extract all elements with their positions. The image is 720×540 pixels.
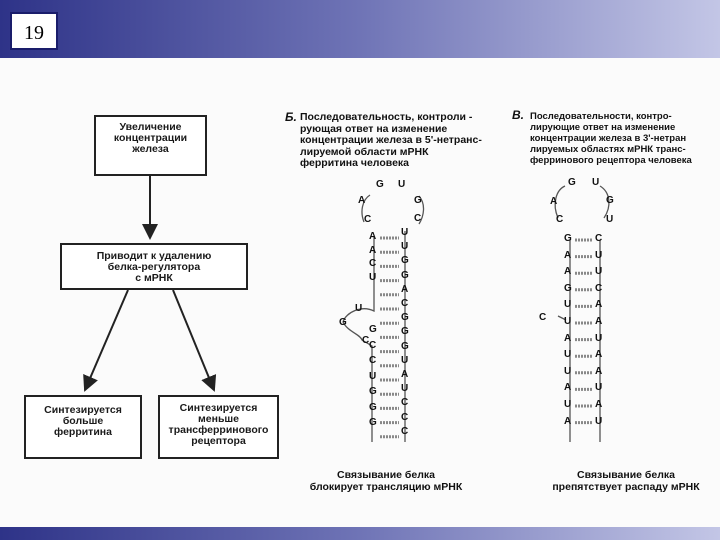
v-loop-left-a: A — [550, 196, 558, 207]
b-stem-right-7: G — [401, 312, 409, 324]
v-stem-right-10: U — [595, 382, 603, 394]
v-stem-left-12: A — [564, 415, 572, 427]
b-stem-left-1: A — [369, 231, 377, 242]
b-loop-right-g: G — [414, 195, 422, 206]
v-loop-top-g: G — [568, 177, 576, 188]
slide-number: 19 — [10, 12, 58, 50]
v-stem-right-11: A — [595, 399, 603, 410]
b-stem-right-5: A — [401, 283, 409, 295]
v-stem-left-2: A — [564, 249, 572, 261]
v-stem-left-6: U — [564, 316, 572, 327]
panel-v-letter: В. — [512, 108, 524, 122]
panel-v-base-pairs — [575, 240, 593, 423]
b-bulge-u: U — [355, 303, 363, 314]
panel-b-heading: Последовательность, контроли - рующая ответ на изменение концентрации железа в 5'-нетранс- лируемой области мРНК ферритина человека — [300, 111, 482, 169]
v-stem-left-10: A — [564, 382, 572, 394]
v-loop-left-c: C — [556, 214, 564, 225]
v-stem-left-4: G — [564, 282, 572, 294]
b-stem-right-12: U — [401, 383, 409, 395]
b-loop-left-a: A — [358, 195, 366, 206]
b-stem-left-4: U — [369, 271, 377, 283]
b-stem-right-2: U — [401, 241, 409, 253]
panel-b-base-pairs — [380, 238, 399, 437]
b-stem-right-3: G — [401, 255, 409, 267]
v-stem-left-5: U — [564, 299, 572, 311]
box-remove-regulator: Приводит к удалению белка-регулятора с мРНК — [60, 243, 248, 290]
v-stem-left-11: U — [564, 399, 572, 410]
v-loop-right-u: U — [606, 214, 614, 225]
v-loop-top-u: U — [592, 177, 600, 188]
b-stem-left-7: C — [369, 355, 377, 366]
v-stem-right-1: C — [595, 233, 603, 244]
panel-b-backbone — [343, 195, 424, 442]
b-stem-left-11: G — [369, 417, 377, 428]
b-stem-right-14: C — [401, 411, 409, 423]
panel-v-heading: Последовательности, контро- лирующие ответ на изменение концентрации железа в 3'-нетран лируемых областях мРНК транс- ферринового рецептора человека — [530, 111, 692, 166]
b-stem-left-6: C — [369, 339, 377, 351]
b-stem-right-15: C — [401, 425, 409, 437]
v-stem-right-5: A — [595, 299, 603, 311]
b-bulge-c: C — [362, 335, 370, 346]
footer-bar — [0, 527, 720, 540]
b-stem-right-1: U — [401, 227, 409, 238]
b-stem-left-10: G — [369, 401, 377, 413]
b-loop-left-c: C — [364, 214, 372, 225]
panel-b-letter: Б. — [285, 110, 297, 124]
panel-b-caption: Связывание белка блокирует трансляцию мРНК — [309, 469, 463, 493]
b-stem-right-11: A — [401, 369, 409, 380]
box-iron-increase: Увеличение концентрации железа — [94, 115, 207, 176]
b-stem-right-13: C — [401, 397, 409, 409]
b-stem-right-10: U — [401, 354, 409, 366]
b-bulge-g: G — [339, 317, 347, 328]
b-stem-left-2: A — [369, 244, 377, 256]
v-stem-right-9: A — [595, 365, 603, 377]
v-bulge-c: C — [539, 312, 547, 323]
v-stem-right-2: U — [595, 249, 603, 261]
v-stem-left-7: A — [564, 332, 572, 344]
v-stem-right-4: C — [595, 282, 603, 294]
v-stem-right-7: U — [595, 332, 603, 344]
b-loop-right-c: C — [414, 213, 422, 224]
v-stem-left-3: A — [564, 266, 572, 278]
v-stem-left-9: U — [564, 365, 572, 377]
v-stem-right-12: U — [595, 415, 603, 427]
v-stem-right-6: A — [595, 316, 603, 327]
b-loop-top-u: U — [398, 179, 406, 190]
v-loop-right-g: G — [606, 195, 614, 206]
b-stem-left-9: G — [369, 386, 377, 397]
b-stem-right-6: C — [401, 298, 409, 309]
box-more-ferritin: Синтезируется больше ферритина — [24, 395, 142, 459]
v-stem-left-8: U — [564, 349, 572, 361]
v-stem-right-3: U — [595, 266, 603, 278]
b-loop-top-g: G — [376, 179, 384, 190]
b-stem-left-3: C — [369, 258, 377, 269]
b-stem-left-5: G — [369, 324, 377, 335]
box-less-transferrin-receptor: Синтезируется меньше трансферринового рецептора — [158, 395, 279, 459]
b-stem-left-8: U — [369, 370, 377, 382]
b-stem-right-4: G — [401, 269, 409, 281]
v-stem-left-1: G — [564, 233, 572, 244]
b-stem-right-9: G — [401, 340, 409, 352]
panel-v-caption: Связывание белка препятствует распаду мРНК — [552, 469, 700, 493]
b-stem-right-8: G — [401, 326, 409, 338]
v-stem-right-8: A — [595, 349, 603, 361]
